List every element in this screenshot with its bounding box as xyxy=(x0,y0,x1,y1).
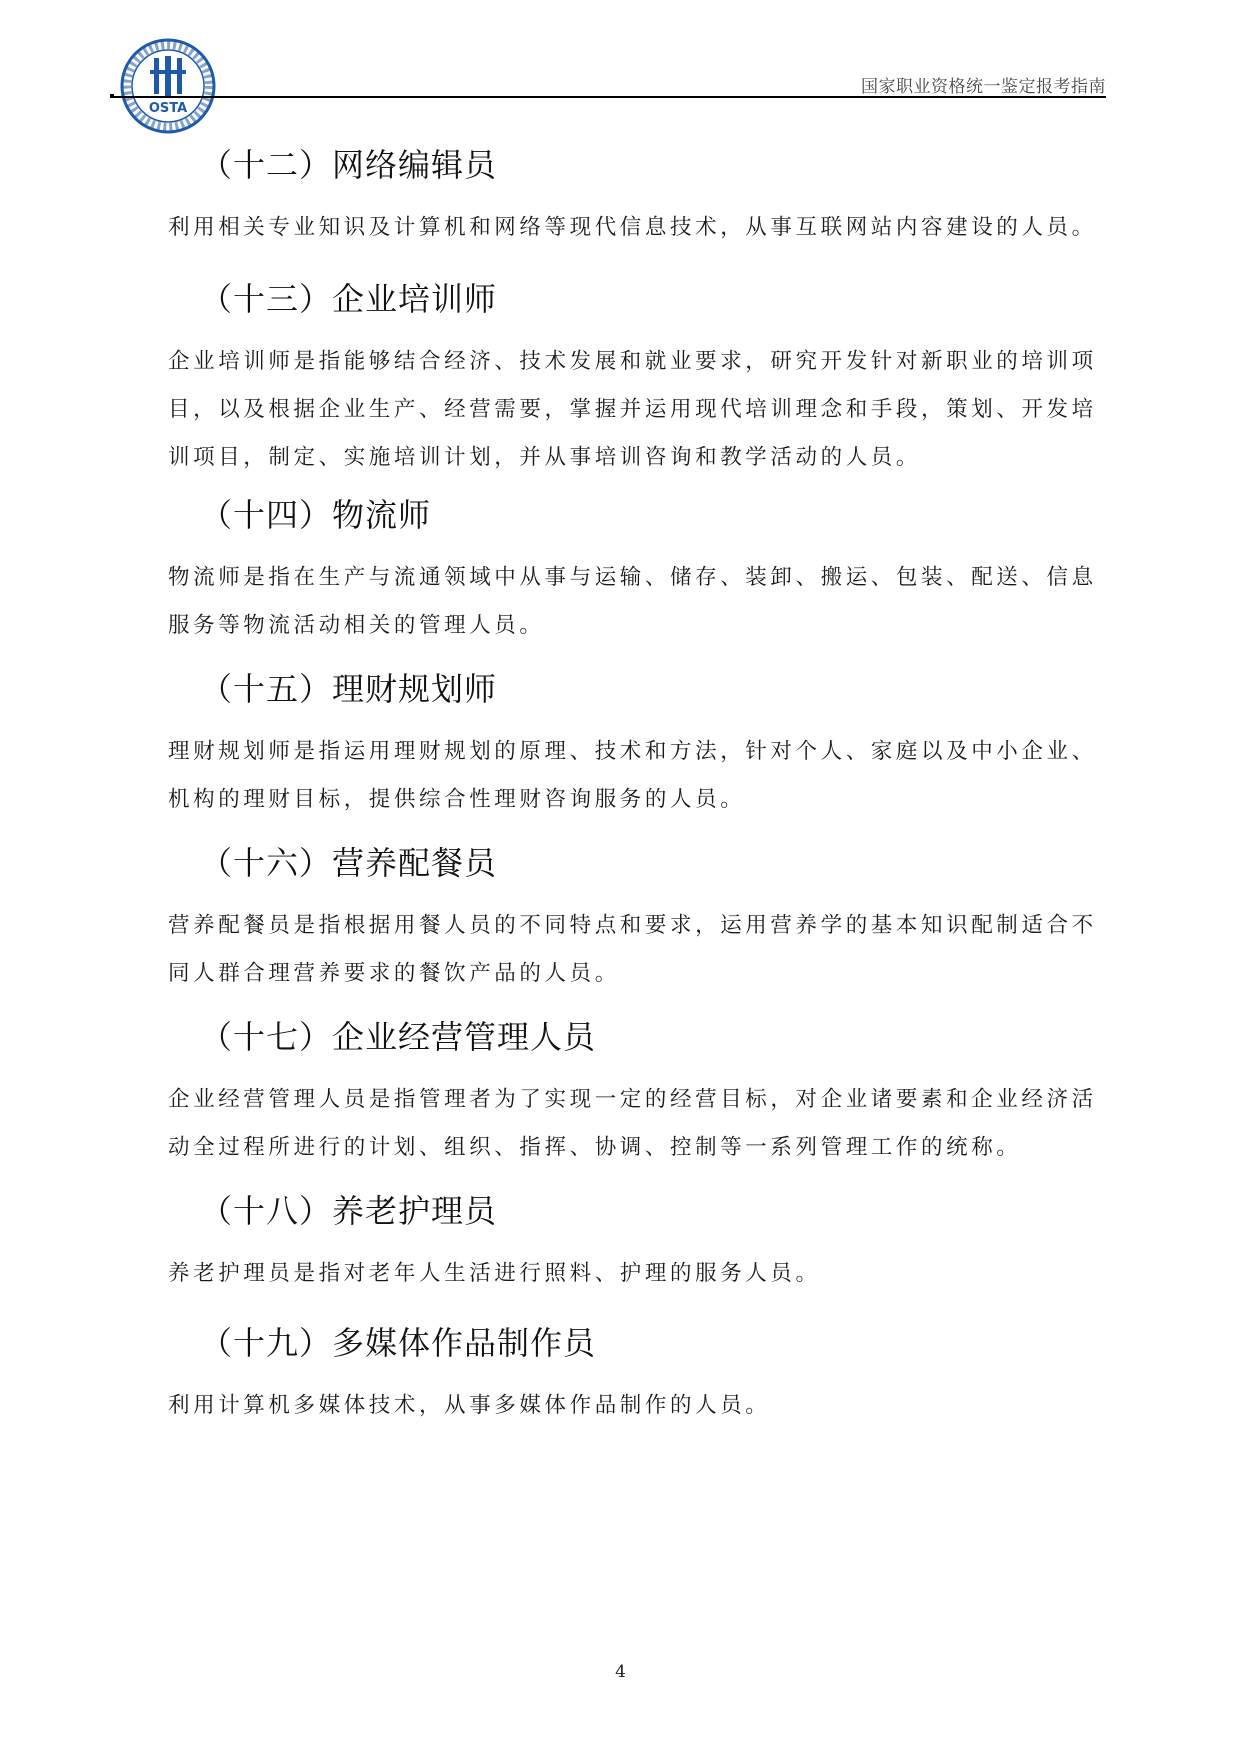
section-paragraph: 理财规划师是指运用理财规划的原理、技术和方法，针对个人、家庭以及中小企业、机构的理财目标，提供综合性理财咨询服务的人员。 xyxy=(168,739,1097,812)
svg-text:OSTA: OSTA xyxy=(148,101,188,116)
section-title: （十四）物流师 xyxy=(200,496,432,534)
section-paragraph: 企业经营管理人员是指管理者为了实现一定的经营目标，对企业诸要素和企业经济活动全过程所进行的计划、组织、指挥、协调、控制等一系列管理工作的统称。 xyxy=(168,1087,1097,1160)
section-paragraph: 营养配餐员是指根据用餐人员的不同特点和要求，运用营养学的基本知识配制适合不同人群合理营养要求的餐饮产品的人员。 xyxy=(168,913,1097,986)
section-title: （十五）理财规划师 xyxy=(200,670,498,708)
page-header xyxy=(110,36,1106,116)
section-paragraph: 物流师是指在生产与流通领域中从事与运输、储存、装卸、搬运、包装、配送、信息服务等物流活动相关的管理人员。 xyxy=(168,565,1097,638)
section-paragraph: 利用计算机多媒体技术，从事多媒体作品制作的人员。 xyxy=(168,1393,771,1418)
osta-logo-icon xyxy=(118,36,218,136)
section-title: （十二）网络编辑员 xyxy=(200,146,498,184)
section-paragraph: 利用相关专业知识及计算机和网络等现代信息技术，从事互联网站内容建设的人员。 xyxy=(168,215,1097,240)
section-title: （十八）养老护理员 xyxy=(200,1192,498,1230)
section-title: （十九）多媒体作品制作员 xyxy=(200,1324,597,1362)
section-title: （十三）企业培训师 xyxy=(200,280,498,318)
section-title: （十七）企业经营管理人员 xyxy=(200,1018,597,1056)
page-number: 4 xyxy=(615,1662,626,1682)
section-paragraph: 养老护理员是指对老年人生活进行照料、护理的服务人员。 xyxy=(168,1261,821,1286)
header-title: 国家职业资格统一鉴定报考指南 xyxy=(861,77,1106,97)
section-title: （十六）营养配餐员 xyxy=(200,844,498,882)
section-paragraph: 企业培训师是指能够结合经济、技术发展和就业要求，研究开发针对新职业的培训项目，以及根据企业生产、经营需要，掌握并运用现代培训理念和手段，策划、开发培训项目，制定、实施培训计划，并从事培训咨询和教学活动的人员。 xyxy=(168,349,1097,470)
